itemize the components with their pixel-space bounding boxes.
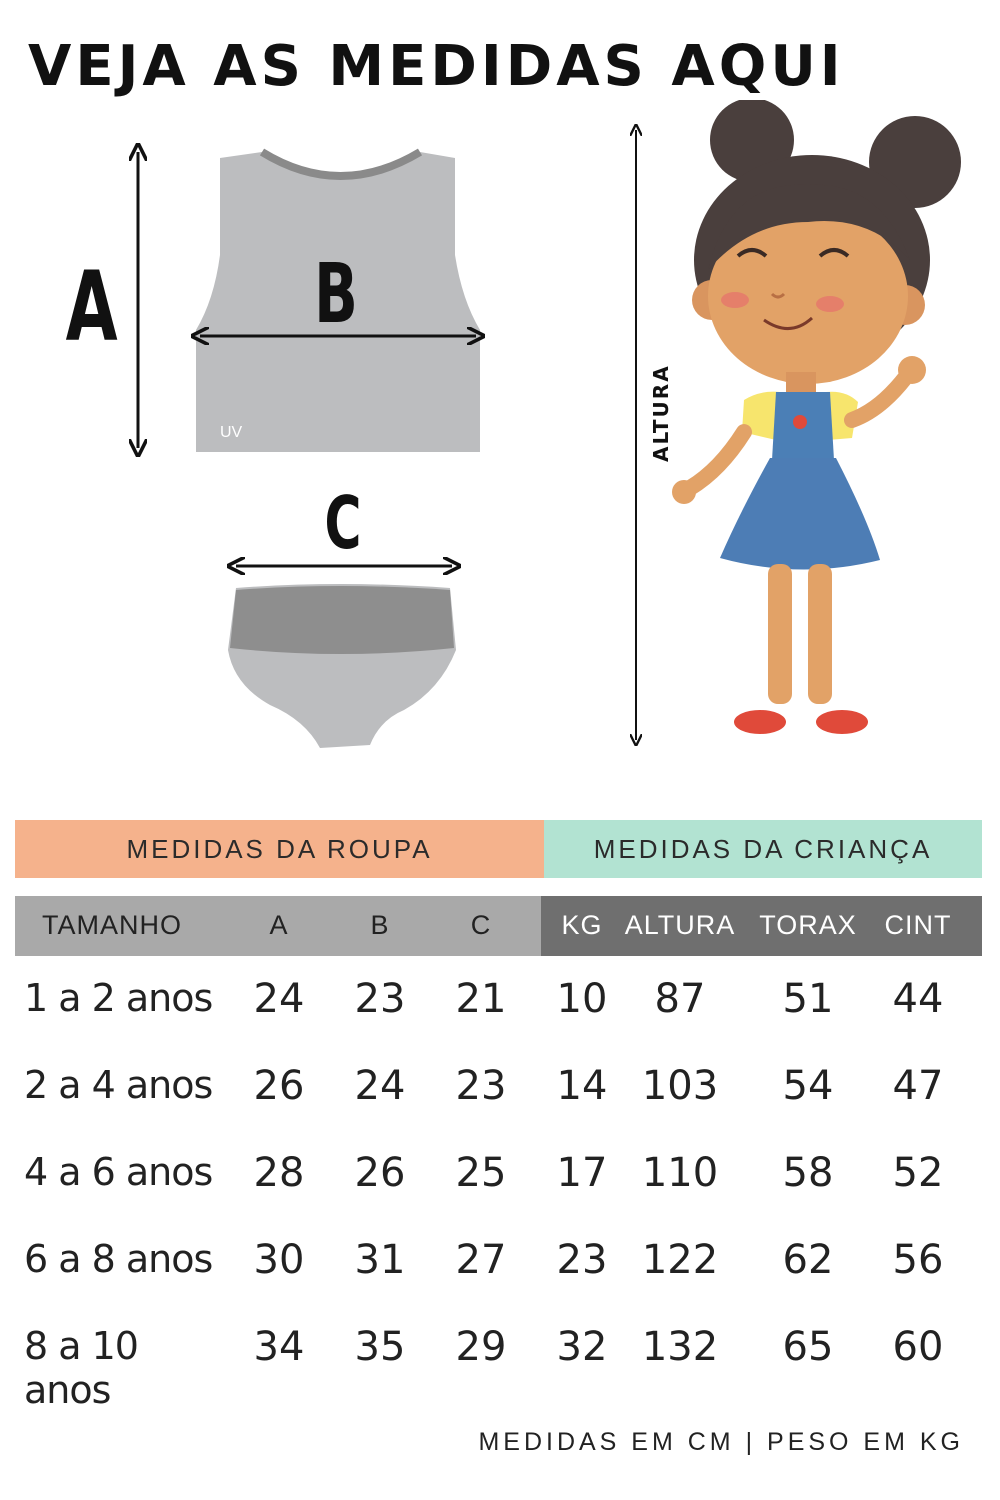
cell-tamanho: 6 a 8 anos: [24, 1237, 213, 1281]
cell-altura: 132: [641, 1324, 719, 1370]
cell-cint: 56: [892, 1237, 944, 1283]
cell-altura: 103: [641, 1063, 719, 1109]
label-a: A: [65, 250, 118, 364]
measurement-illustration: [0, 100, 1000, 780]
cell-c: 25: [455, 1150, 507, 1196]
cell-cint: 44: [892, 976, 944, 1022]
cell-cint: 52: [892, 1150, 944, 1196]
header-b: B: [370, 910, 390, 940]
child-illustration: [672, 100, 961, 734]
cell-tamanho: 2 a 4 anos: [24, 1063, 213, 1107]
cell-cint: 47: [892, 1063, 944, 1109]
cell-torax: 54: [782, 1063, 834, 1109]
page-title: VEJA AS MEDIDAS AQUI: [28, 34, 845, 99]
band-medidas-roupa: MEDIDAS DA ROUPA: [15, 820, 544, 878]
cell-tamanho: 4 a 6 anos: [24, 1150, 213, 1194]
briefs-icon: [228, 584, 456, 748]
cell-kg: 14: [556, 1063, 608, 1109]
cell-kg: 23: [556, 1237, 608, 1283]
cell-altura: 122: [641, 1237, 719, 1283]
header-kg: KG: [561, 910, 603, 940]
brand-label: UV: [220, 424, 243, 441]
cell-c: 27: [455, 1237, 507, 1283]
header-torax: TORAX: [759, 910, 857, 940]
cell-a: 34: [253, 1324, 305, 1370]
label-altura: ALTURA: [649, 364, 673, 462]
cell-altura: 110: [641, 1150, 719, 1196]
cell-c: 21: [455, 976, 507, 1022]
cell-altura: 87: [654, 976, 706, 1022]
cell-b: 24: [354, 1063, 406, 1109]
header-cint: CINT: [884, 910, 952, 940]
footer-note: MEDIDAS EM CM | PESO EM KG: [478, 1428, 964, 1456]
cell-a: 28: [253, 1150, 305, 1196]
band-medidas-crianca: MEDIDAS DA CRIANÇA: [544, 820, 982, 878]
cell-torax: 62: [782, 1237, 834, 1283]
header-c: C: [470, 910, 492, 940]
cell-a: 30: [253, 1237, 305, 1283]
cell-kg: 17: [556, 1150, 608, 1196]
cell-b: 31: [354, 1237, 406, 1283]
header-tamanho: TAMANHO: [42, 910, 182, 940]
cell-tamanho: 8 a 10 anos: [24, 1324, 138, 1412]
cell-torax: 58: [782, 1150, 834, 1196]
cell-torax: 65: [782, 1324, 834, 1370]
cell-a: 26: [253, 1063, 305, 1109]
cell-kg: 10: [556, 976, 608, 1022]
header-a: A: [269, 910, 289, 940]
cell-cint: 60: [892, 1324, 944, 1370]
cell-kg: 32: [556, 1324, 608, 1370]
cell-c: 23: [455, 1063, 507, 1109]
cell-c: 29: [455, 1324, 507, 1370]
cell-b: 26: [354, 1150, 406, 1196]
label-b: B: [314, 245, 358, 342]
label-c: C: [324, 480, 362, 566]
cell-b: 23: [354, 976, 406, 1022]
header-altura: ALTURA: [624, 910, 736, 940]
cell-b: 35: [354, 1324, 406, 1370]
cell-tamanho: 1 a 2 anos: [24, 976, 213, 1020]
cell-a: 24: [253, 976, 305, 1022]
cell-torax: 51: [782, 976, 834, 1022]
